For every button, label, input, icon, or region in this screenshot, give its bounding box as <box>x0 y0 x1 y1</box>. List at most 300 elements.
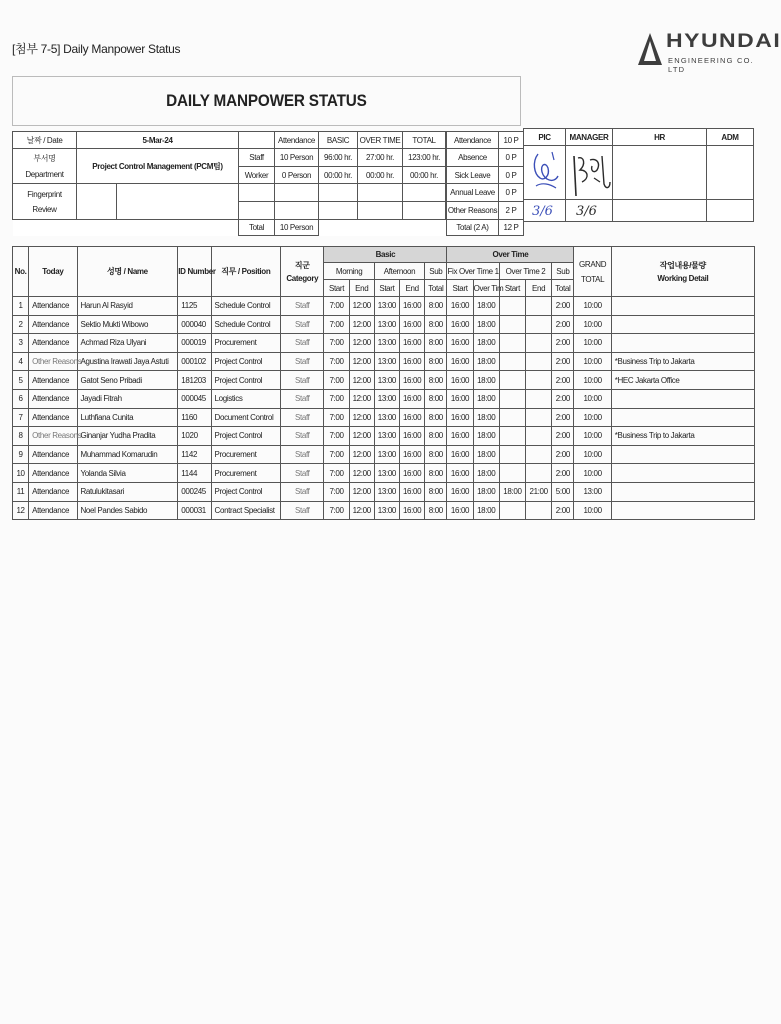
row-working-detail <box>611 334 754 353</box>
table-row <box>13 445 755 464</box>
pic-signature <box>528 148 564 198</box>
row-basic-sub: 8:00 <box>425 501 447 520</box>
row-fix-start: 16:00 <box>447 389 473 408</box>
date-label: 날짜 / Date <box>13 132 77 149</box>
row-id-number: 1144 <box>178 464 211 483</box>
row-today: Attendance <box>29 389 77 408</box>
row-afternoon-end: 16:00 <box>400 464 425 483</box>
diagonal-cell <box>239 132 275 149</box>
spacer-cell <box>358 220 403 236</box>
blank-cell <box>275 184 319 202</box>
row-working-detail <box>611 297 754 316</box>
col-grand-label: GRAND <box>579 259 607 269</box>
blank-cell <box>275 202 319 220</box>
row-name: Jayadi Fitrah <box>77 389 178 408</box>
row-category: Staff <box>281 501 324 520</box>
row-working-detail <box>611 389 754 408</box>
row-overtime-sub: 2:00 <box>552 334 574 353</box>
row-basic-sub: 8:00 <box>425 315 447 334</box>
row-fix-overtime: 18:00 <box>473 389 499 408</box>
row-today: Attendance <box>29 315 77 334</box>
row-category: Staff <box>281 408 324 427</box>
summary-absence-value: 0 P <box>499 149 524 167</box>
row-basic-sub: 8:00 <box>425 445 447 464</box>
row-grand-total: 10:00 <box>574 427 611 446</box>
row-overtime-sub: 2:00 <box>552 501 574 520</box>
manager-signature-date: 3/6 <box>576 204 597 219</box>
col-ot2-end: End <box>526 280 552 297</box>
row-morning-end: 12:00 <box>349 297 374 316</box>
row-overtime-sub: 2:00 <box>552 352 574 371</box>
row-ot2-end <box>526 371 552 390</box>
col-fix-overtime-1: Fix Over Time 1 <box>447 263 499 280</box>
department-label-ko: 부서명 <box>33 154 56 163</box>
row-basic-sub: 8:00 <box>425 427 447 446</box>
row-today: Attendance <box>29 445 77 464</box>
col-afternoon-end: End <box>400 280 425 297</box>
row-fix-overtime: 18:00 <box>473 445 499 464</box>
row-morning-end: 12:00 <box>349 334 374 353</box>
row-working-detail: *Business Trip to Jakarta <box>611 352 754 371</box>
row-category: Staff <box>281 352 324 371</box>
row-grand-total: 10:00 <box>574 352 611 371</box>
document-caption: [첨부 7-5] Daily Manpower Status <box>12 42 181 56</box>
row-name: Ratulukitasari <box>77 482 178 501</box>
row-id-number: 1160 <box>178 408 211 427</box>
row-grand-total: 10:00 <box>574 334 611 353</box>
row-ot2-end <box>526 297 552 316</box>
row-morning-end: 12:00 <box>349 408 374 427</box>
table-row <box>13 352 755 371</box>
department-label-en: Department <box>25 170 64 179</box>
summary-annual-leave-label: Annual Leave <box>447 184 499 202</box>
row-grand-total: 13:00 <box>574 482 611 501</box>
row-fix-overtime: 18:00 <box>473 482 499 501</box>
row-fix-overtime: 18:00 <box>473 352 499 371</box>
col-name: 성명 / Name <box>77 247 178 297</box>
row-morning-end: 12:00 <box>349 464 374 483</box>
row-ot2-start <box>499 389 525 408</box>
row-ot2-start: 18:00 <box>499 482 525 501</box>
summary-absence-label: Absence <box>447 149 499 167</box>
row-no: 7 <box>13 408 29 427</box>
row-fix-start: 16:00 <box>447 445 473 464</box>
row-basic-sub: 8:00 <box>425 408 447 427</box>
col-fix-start: Start <box>447 280 473 297</box>
spacer-cell <box>403 220 446 236</box>
row-afternoon-end: 16:00 <box>400 389 425 408</box>
row-working-detail <box>611 315 754 334</box>
row-morning-start: 7:00 <box>324 315 349 334</box>
row-no: 9 <box>13 445 29 464</box>
row-afternoon-start: 13:00 <box>374 427 399 446</box>
row-fix-start: 16:00 <box>447 408 473 427</box>
row-afternoon-start: 13:00 <box>374 445 399 464</box>
col-morning-start: Start <box>324 280 349 297</box>
row-ot2-start <box>499 501 525 520</box>
row-fix-overtime: 18:00 <box>473 427 499 446</box>
row-ot2-start <box>499 334 525 353</box>
row-working-detail <box>611 482 754 501</box>
row-position: Procurement <box>211 334 281 353</box>
row-basic-sub: 8:00 <box>425 371 447 390</box>
row-basic-sub: 8:00 <box>425 352 447 371</box>
department-label-cell <box>13 149 77 184</box>
pic-signature-date: 3/6 <box>532 204 553 219</box>
row-afternoon-start: 13:00 <box>374 334 399 353</box>
row-working-detail: *Business Trip to Jakarta <box>611 427 754 446</box>
row-working-detail <box>611 408 754 427</box>
row-no: 6 <box>13 389 29 408</box>
row-morning-start: 7:00 <box>324 371 349 390</box>
col-grand-total-label: TOTAL <box>580 274 605 284</box>
row-category: Staff <box>281 482 324 501</box>
row-overtime-sub: 5:00 <box>552 482 574 501</box>
row-grand-total: 10:00 <box>574 315 611 334</box>
row-ot2-start <box>499 315 525 334</box>
row-morning-end: 12:00 <box>349 427 374 446</box>
col-overtime-group: Over Time <box>447 247 574 263</box>
row-name: Yolanda Silvia <box>77 464 178 483</box>
row-name: Gatot Seno Pribadi <box>77 371 178 390</box>
blank-cell <box>319 202 358 220</box>
staff-attendance: 10 Person <box>275 149 319 167</box>
row-morning-start: 7:00 <box>324 482 349 501</box>
summary-other-reasons-label: Other Reasons <box>447 202 499 220</box>
row-category: Staff <box>281 371 324 390</box>
row-afternoon-start: 13:00 <box>374 389 399 408</box>
row-afternoon-end: 16:00 <box>400 408 425 427</box>
row-no: 11 <box>13 482 29 501</box>
col-ot2-start: Start <box>499 280 525 297</box>
row-overtime-sub: 2:00 <box>552 315 574 334</box>
blank-cell <box>239 202 275 220</box>
row-morning-end: 12:00 <box>349 501 374 520</box>
row-working-detail <box>611 445 754 464</box>
row-position: Procurement <box>211 445 281 464</box>
row-name: Agustina Irawati Jaya Astuti <box>77 352 178 371</box>
row-grand-total: 10:00 <box>574 371 611 390</box>
row-position: Contract Specialist <box>211 501 281 520</box>
col-overtime-total: Total <box>552 280 574 297</box>
row-overtime-sub: 2:00 <box>552 464 574 483</box>
col-position: 직무 / Position <box>211 247 281 297</box>
row-basic-sub: 8:00 <box>425 334 447 353</box>
row-today: Attendance <box>29 297 77 316</box>
row-fix-overtime: 18:00 <box>473 501 499 520</box>
row-category: Staff <box>281 445 324 464</box>
row-no: 1 <box>13 297 29 316</box>
approval-hr-date-cell <box>613 200 707 222</box>
row-fix-start: 16:00 <box>447 297 473 316</box>
row-afternoon-start: 13:00 <box>374 501 399 520</box>
row-position: Procurement <box>211 464 281 483</box>
row-position: Document Control <box>211 408 281 427</box>
col-afternoon-start: Start <box>374 280 399 297</box>
table-row <box>13 297 755 316</box>
row-ot2-end <box>526 389 552 408</box>
blank-cell <box>403 202 446 220</box>
row-ot2-start <box>499 352 525 371</box>
row-ot2-end: 21:00 <box>526 482 552 501</box>
row-overtime-sub: 2:00 <box>552 371 574 390</box>
row-grand-total: 10:00 <box>574 408 611 427</box>
row-ot2-start <box>499 297 525 316</box>
summary-other-reasons-value: 2 P <box>499 202 524 220</box>
table-row <box>13 371 755 390</box>
summary-total-label: Total (2 A) <box>447 220 499 236</box>
row-morning-start: 7:00 <box>324 445 349 464</box>
worker-basic: 00:00 hr. <box>319 167 358 184</box>
row-ot2-end <box>526 408 552 427</box>
col-working-detail-en: Working Detail <box>657 274 709 283</box>
approval-manager-label: MANAGER <box>566 129 613 146</box>
spacer-cell <box>77 220 117 236</box>
header-info-table <box>12 131 446 236</box>
row-basic-sub: 8:00 <box>425 464 447 483</box>
fingerprint-cell-b <box>117 184 239 220</box>
row-working-detail <box>611 464 754 483</box>
row-ot2-start <box>499 427 525 446</box>
row-fix-start: 16:00 <box>447 371 473 390</box>
spacer-cell <box>319 220 358 236</box>
row-no: 4 <box>13 352 29 371</box>
row-id-number: 1125 <box>178 297 211 316</box>
worker-overtime: 00:00 hr. <box>358 167 403 184</box>
row-id-number: 000040 <box>178 315 211 334</box>
col-overtime-sub: Sub <box>552 263 574 280</box>
row-afternoon-start: 13:00 <box>374 408 399 427</box>
row-position: Project Control <box>211 352 281 371</box>
approval-pic-label: PIC <box>524 129 566 146</box>
row-morning-end: 12:00 <box>349 352 374 371</box>
row-name: Luthfiana Cunita <box>77 408 178 427</box>
staff-label: Staff <box>239 149 275 167</box>
row-afternoon-start: 13:00 <box>374 315 399 334</box>
row-id-number: 1020 <box>178 427 211 446</box>
row-position: Project Control <box>211 371 281 390</box>
row-basic-sub: 8:00 <box>425 389 447 408</box>
table-row <box>13 389 755 408</box>
col-working-detail-ko: 작업내용/물량 <box>659 261 706 270</box>
row-name: Harun Al Rasyid <box>77 297 178 316</box>
table-row <box>13 482 755 501</box>
summary-sick-leave-label: Sick Leave <box>447 167 499 184</box>
row-fix-overtime: 18:00 <box>473 315 499 334</box>
row-today: Attendance <box>29 464 77 483</box>
fingerprint-label-2: Review <box>32 204 57 214</box>
col-morning: Morning <box>324 263 374 280</box>
total-attendance: 10 Person <box>275 220 319 236</box>
col-working-detail <box>611 247 754 297</box>
manager-signature <box>568 148 614 200</box>
row-morning-start: 7:00 <box>324 352 349 371</box>
row-afternoon-end: 16:00 <box>400 334 425 353</box>
col-fix-overtime: Over Tim <box>473 280 499 297</box>
row-position: Project Control <box>211 427 281 446</box>
row-today: Attendance <box>29 501 77 520</box>
row-today: Attendance <box>29 482 77 501</box>
row-ot2-start <box>499 445 525 464</box>
row-fix-start: 16:00 <box>447 334 473 353</box>
row-ot2-end <box>526 427 552 446</box>
row-morning-end: 12:00 <box>349 389 374 408</box>
row-ot2-end <box>526 352 552 371</box>
summary-total-value: 12 P <box>499 220 524 236</box>
col-overtime-2: Over Time 2 <box>499 263 551 280</box>
row-category: Staff <box>281 334 324 353</box>
row-position: Schedule Control <box>211 297 281 316</box>
summary-sick-leave-value: 0 P <box>499 167 524 184</box>
row-no: 2 <box>13 315 29 334</box>
row-id-number: 000031 <box>178 501 211 520</box>
row-today: Attendance <box>29 371 77 390</box>
row-morning-start: 7:00 <box>324 297 349 316</box>
row-no: 12 <box>13 501 29 520</box>
col-attendance: Attendance <box>275 132 319 149</box>
row-name: Sektio Mukti Wibowo <box>77 315 178 334</box>
col-grand-total <box>574 247 611 297</box>
staff-overtime: 27:00 hr. <box>358 149 403 167</box>
approval-adm-label: ADM <box>707 129 754 146</box>
row-morning-end: 12:00 <box>349 371 374 390</box>
row-afternoon-start: 13:00 <box>374 352 399 371</box>
document-title: DAILY MANPOWER STATUS <box>166 91 367 110</box>
row-position: Logistics <box>211 389 281 408</box>
manpower-table <box>12 246 755 520</box>
row-position: Schedule Control <box>211 315 281 334</box>
fingerprint-label-1: Fingerprint <box>27 189 62 199</box>
approval-hr-sign-cell <box>613 146 707 200</box>
row-fix-overtime: 18:00 <box>473 371 499 390</box>
row-morning-start: 7:00 <box>324 408 349 427</box>
row-ot2-start <box>499 464 525 483</box>
row-morning-start: 7:00 <box>324 334 349 353</box>
row-afternoon-end: 16:00 <box>400 482 425 501</box>
blank-cell <box>239 184 275 202</box>
company-logo <box>636 29 781 74</box>
row-id-number: 000245 <box>178 482 211 501</box>
row-grand-total: 10:00 <box>574 464 611 483</box>
row-ot2-end <box>526 445 552 464</box>
logo-mark-icon <box>636 32 664 66</box>
table-row <box>13 315 755 334</box>
row-category: Staff <box>281 389 324 408</box>
row-no: 10 <box>13 464 29 483</box>
staff-basic: 96:00 hr. <box>319 149 358 167</box>
col-category-en: Category <box>286 274 319 283</box>
fingerprint-cell-a <box>77 184 117 220</box>
row-afternoon-end: 16:00 <box>400 315 425 334</box>
col-basic: BASIC <box>319 132 358 149</box>
row-afternoon-start: 13:00 <box>374 297 399 316</box>
worker-total: 00:00 hr. <box>403 167 446 184</box>
row-overtime-sub: 2:00 <box>552 445 574 464</box>
row-overtime-sub: 2:00 <box>552 389 574 408</box>
row-id-number: 000045 <box>178 389 211 408</box>
row-category: Staff <box>281 315 324 334</box>
row-afternoon-end: 16:00 <box>400 352 425 371</box>
row-grand-total: 10:00 <box>574 297 611 316</box>
row-morning-start: 7:00 <box>324 389 349 408</box>
row-grand-total: 10:00 <box>574 389 611 408</box>
logo-sub-text: ENGINEERING CO. LTD <box>668 56 754 74</box>
row-grand-total: 10:00 <box>574 501 611 520</box>
row-no: 3 <box>13 334 29 353</box>
row-fix-start: 16:00 <box>447 352 473 371</box>
col-morning-end: End <box>349 280 374 297</box>
attendance-summary-table <box>446 131 524 236</box>
row-name: Noel Pandes Sabido <box>77 501 178 520</box>
row-working-detail <box>611 501 754 520</box>
row-overtime-sub: 2:00 <box>552 427 574 446</box>
row-ot2-end <box>526 315 552 334</box>
blank-cell <box>319 184 358 202</box>
row-overtime-sub: 2:00 <box>552 297 574 316</box>
total-label: Total <box>239 220 275 236</box>
row-name: Muhammad Komarudin <box>77 445 178 464</box>
row-id-number: 000102 <box>178 352 211 371</box>
row-working-detail: *HEC Jakarta Office <box>611 371 754 390</box>
row-fix-overtime: 18:00 <box>473 297 499 316</box>
row-afternoon-end: 16:00 <box>400 445 425 464</box>
row-afternoon-start: 13:00 <box>374 464 399 483</box>
row-basic-sub: 8:00 <box>425 482 447 501</box>
row-afternoon-start: 13:00 <box>374 482 399 501</box>
row-id-number: 1142 <box>178 445 211 464</box>
worker-label: Worker <box>239 167 275 184</box>
table-row <box>13 501 755 520</box>
row-today: Other Reasons <box>29 352 77 371</box>
col-total: TOTAL <box>403 132 446 149</box>
row-ot2-start <box>499 371 525 390</box>
row-afternoon-end: 16:00 <box>400 371 425 390</box>
row-no: 8 <box>13 427 29 446</box>
document-title-box <box>12 76 521 126</box>
row-fix-start: 16:00 <box>447 315 473 334</box>
table-row <box>13 334 755 353</box>
row-fix-overtime: 18:00 <box>473 464 499 483</box>
blank-cell <box>358 184 403 202</box>
summary-head-value: 10 P <box>499 132 524 149</box>
row-morning-start: 7:00 <box>324 427 349 446</box>
row-morning-start: 7:00 <box>324 464 349 483</box>
row-morning-start: 7:00 <box>324 501 349 520</box>
col-overtime: OVER TIME <box>358 132 403 149</box>
col-category <box>281 247 324 297</box>
row-ot2-end <box>526 464 552 483</box>
date-value: 5-Mar-24 <box>77 132 239 149</box>
table-row <box>13 427 755 446</box>
row-category: Staff <box>281 427 324 446</box>
row-ot2-end <box>526 334 552 353</box>
logo-brand-text: HYUNDAI <box>666 29 781 52</box>
row-afternoon-end: 16:00 <box>400 501 425 520</box>
spacer-cell <box>13 220 77 236</box>
approval-adm-sign-cell <box>707 146 754 200</box>
row-today: Other Reasons <box>29 427 77 446</box>
col-id-number: ID Number <box>178 247 211 297</box>
blank-cell <box>358 202 403 220</box>
table-row <box>13 464 755 483</box>
col-category-ko: 직군 <box>294 261 310 270</box>
row-fix-overtime: 18:00 <box>473 334 499 353</box>
row-afternoon-end: 16:00 <box>400 427 425 446</box>
blank-cell <box>403 184 446 202</box>
row-fix-overtime: 18:00 <box>473 408 499 427</box>
row-today: Attendance <box>29 334 77 353</box>
spacer-cell <box>117 220 239 236</box>
